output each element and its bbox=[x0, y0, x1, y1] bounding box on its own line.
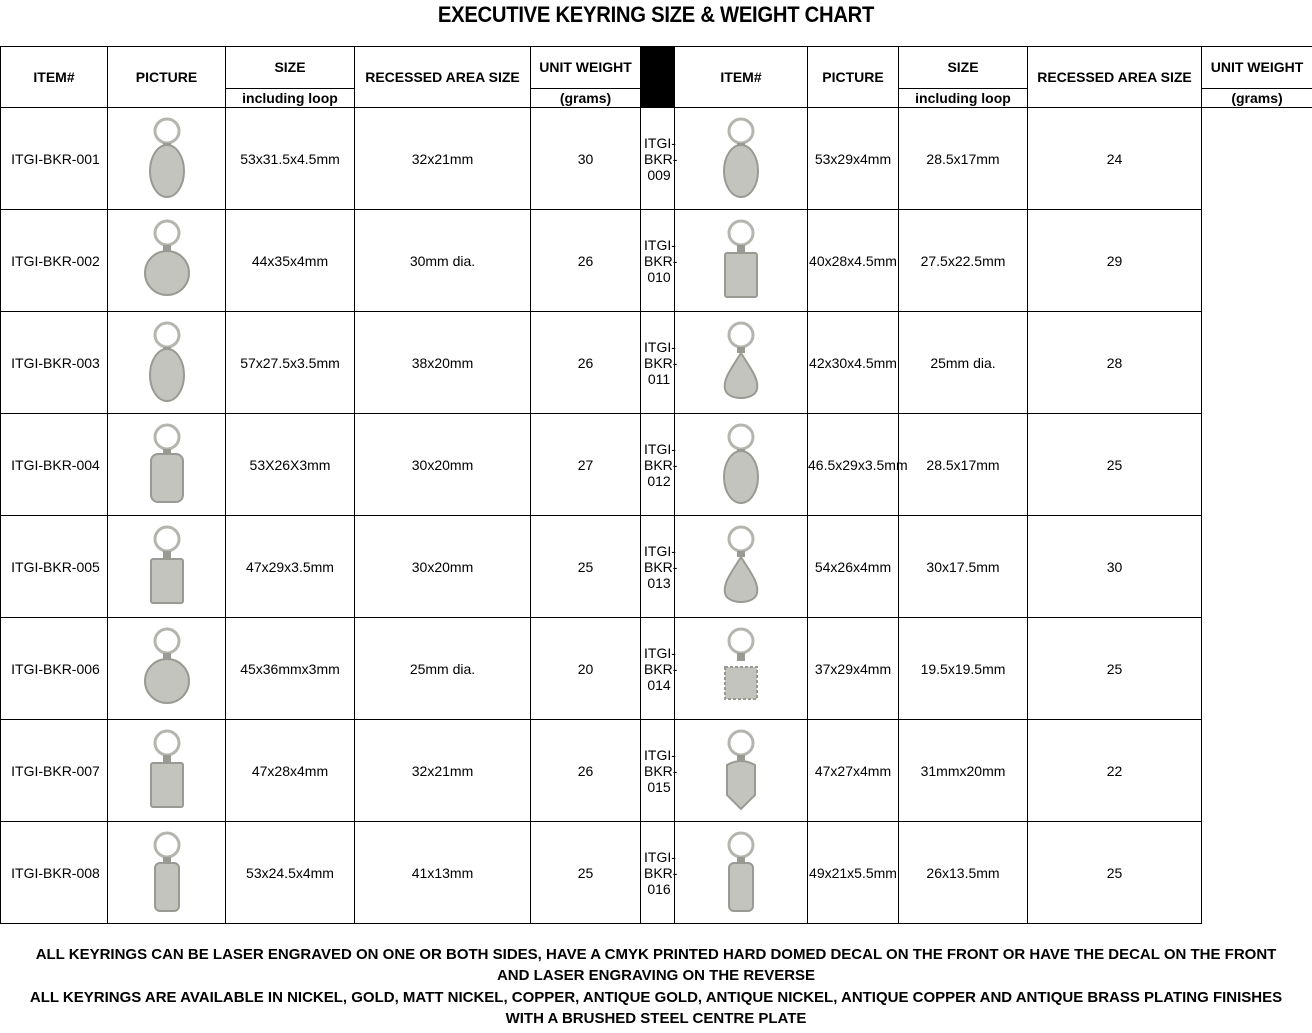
size-cell-right: 46.5x29x3.5mm bbox=[808, 414, 899, 516]
header-size-right: SIZE bbox=[899, 47, 1028, 89]
square-keyring-icon bbox=[711, 625, 771, 709]
header-weight: UNIT WEIGHT bbox=[531, 47, 641, 89]
picture-cell bbox=[108, 516, 226, 618]
page-title: EXECUTIVE KEYRING SIZE & WEIGHT CHART bbox=[437, 2, 875, 27]
weight-cell-right: 25 bbox=[1028, 618, 1202, 720]
round-keyring-icon bbox=[137, 217, 197, 301]
weight-cell: 20 bbox=[531, 618, 641, 720]
item-number-right: ITGI-BKR-015 bbox=[641, 720, 675, 822]
recessed-cell: 32x21mm bbox=[355, 108, 531, 210]
table-row bbox=[1, 822, 1312, 924]
recessed-cell: 32x21mm bbox=[355, 720, 531, 822]
item-number-right: ITGI-BKR-014 bbox=[641, 618, 675, 720]
weight-cell: 26 bbox=[531, 720, 641, 822]
shield-keyring-icon bbox=[711, 727, 771, 811]
curved-teardrop-keyring-icon bbox=[711, 523, 771, 607]
picture-cell bbox=[108, 210, 226, 312]
item-number: ITGI-BKR-008 bbox=[1, 822, 108, 924]
weight-cell: 25 bbox=[531, 822, 641, 924]
header-weight-sub: (grams) bbox=[531, 88, 641, 107]
rounded-rect-keyring-icon bbox=[137, 421, 197, 505]
item-number: ITGI-BKR-001 bbox=[1, 108, 108, 210]
size-cell-right: 47x27x4mm bbox=[808, 720, 899, 822]
weight-cell: 26 bbox=[531, 210, 641, 312]
header-item-right: ITEM# bbox=[675, 47, 808, 108]
picture-cell bbox=[108, 720, 226, 822]
oval-keyring-icon bbox=[711, 421, 771, 505]
size-cell: 47x29x3.5mm bbox=[226, 516, 355, 618]
rectangle-keyring-icon bbox=[711, 217, 771, 301]
weight-cell: 26 bbox=[531, 312, 641, 414]
item-number-right: ITGI-BKR-012 bbox=[641, 414, 675, 516]
item-number: ITGI-BKR-004 bbox=[1, 414, 108, 516]
size-cell-right: 42x30x4.5mm bbox=[808, 312, 899, 414]
recessed-cell: 30x20mm bbox=[355, 414, 531, 516]
header-weight-right: UNIT WEIGHT bbox=[1202, 47, 1312, 89]
picture-cell bbox=[108, 312, 226, 414]
bar-keyring-icon bbox=[711, 829, 771, 913]
header-size-sub: including loop bbox=[226, 88, 355, 107]
picture-cell-right bbox=[675, 516, 808, 618]
recessed-cell-right: 30x17.5mm bbox=[899, 516, 1028, 618]
size-cell-right: 53x29x4mm bbox=[808, 108, 899, 210]
item-number-right: ITGI-BKR-011 bbox=[641, 312, 675, 414]
ridged-oval-keyring-icon bbox=[711, 115, 771, 199]
header-picture: PICTURE bbox=[108, 47, 226, 108]
header-picture-right: PICTURE bbox=[808, 47, 899, 108]
table-row bbox=[1, 516, 1312, 618]
weight-cell-right: 29 bbox=[1028, 210, 1202, 312]
picture-cell-right bbox=[675, 108, 808, 210]
rectangle-keyring-icon bbox=[137, 727, 197, 811]
size-cell: 53x24.5x4mm bbox=[226, 822, 355, 924]
footer-engraving-note: ALL KEYRINGS CAN BE LASER ENGRAVED ON ONE OR BOTH SIDES, HAVE A CMYK PRINTED HARD DOMED DECAL ON THE FRONT OR HAVE THE DECAL ON THE FRONT AND LASER ENGRAVING ON THE REVERSE bbox=[35, 946, 1277, 984]
oval-keyring-icon bbox=[137, 115, 197, 199]
weight-cell-right: 30 bbox=[1028, 516, 1202, 618]
teardrop-oval-keyring-icon bbox=[137, 319, 197, 403]
weight-cell: 30 bbox=[531, 108, 641, 210]
table-row bbox=[1, 312, 1312, 414]
header-weight-sub-right: (grams) bbox=[1202, 88, 1312, 107]
picture-cell-right bbox=[675, 720, 808, 822]
size-cell-right: 37x29x4mm bbox=[808, 618, 899, 720]
size-cell: 53x31.5x4.5mm bbox=[226, 108, 355, 210]
weight-cell-right: 24 bbox=[1028, 108, 1202, 210]
item-number: ITGI-BKR-002 bbox=[1, 210, 108, 312]
size-cell-right: 40x28x4.5mm bbox=[808, 210, 899, 312]
recessed-cell-right: 26x13.5mm bbox=[899, 822, 1028, 924]
recessed-cell: 38x20mm bbox=[355, 312, 531, 414]
recessed-cell-right: 31mmx20mm bbox=[899, 720, 1028, 822]
item-number: ITGI-BKR-005 bbox=[1, 516, 108, 618]
picture-cell-right bbox=[675, 618, 808, 720]
keyring-chart-table bbox=[0, 46, 1312, 924]
header-item: ITEM# bbox=[1, 47, 108, 108]
header-recessed-right: RECESSED AREA SIZE bbox=[1028, 47, 1202, 108]
item-number-right: ITGI-BKR-013 bbox=[641, 516, 675, 618]
picture-cell-right bbox=[675, 414, 808, 516]
picture-cell bbox=[108, 618, 226, 720]
header-recessed: RECESSED AREA SIZE bbox=[355, 47, 531, 108]
item-number: ITGI-BKR-003 bbox=[1, 312, 108, 414]
size-cell-right: 49x21x5.5mm bbox=[808, 822, 899, 924]
size-cell: 47x28x4mm bbox=[226, 720, 355, 822]
weight-cell-right: 25 bbox=[1028, 414, 1202, 516]
item-number-right: ITGI-BKR-009 bbox=[641, 108, 675, 210]
weight-cell-right: 28 bbox=[1028, 312, 1202, 414]
weight-cell: 27 bbox=[531, 414, 641, 516]
size-cell: 44x35x4mm bbox=[226, 210, 355, 312]
item-number: ITGI-BKR-007 bbox=[1, 720, 108, 822]
round-keyring-icon bbox=[137, 625, 197, 709]
picture-cell-right bbox=[675, 210, 808, 312]
table-row bbox=[1, 618, 1312, 720]
item-number-right: ITGI-BKR-010 bbox=[641, 210, 675, 312]
recessed-cell: 30mm dia. bbox=[355, 210, 531, 312]
footer-notes bbox=[0, 944, 1312, 1030]
center-divider bbox=[641, 47, 675, 108]
header-size: SIZE bbox=[226, 47, 355, 89]
header-size-sub-right: including loop bbox=[899, 88, 1028, 107]
recessed-cell: 41x13mm bbox=[355, 822, 531, 924]
recessed-cell-right: 28.5x17mm bbox=[899, 414, 1028, 516]
picture-cell bbox=[108, 414, 226, 516]
picture-cell-right bbox=[675, 822, 808, 924]
rectangle-keyring-icon bbox=[137, 523, 197, 607]
weight-cell-right: 25 bbox=[1028, 822, 1202, 924]
teardrop-keyring-icon bbox=[711, 319, 771, 403]
picture-cell-right bbox=[675, 312, 808, 414]
size-cell-right: 54x26x4mm bbox=[808, 516, 899, 618]
picture-cell bbox=[108, 822, 226, 924]
recessed-cell-right: 25mm dia. bbox=[899, 312, 1028, 414]
recessed-cell: 30x20mm bbox=[355, 516, 531, 618]
item-number: ITGI-BKR-006 bbox=[1, 618, 108, 720]
recessed-cell-right: 27.5x22.5mm bbox=[899, 210, 1028, 312]
size-cell: 57x27.5x3.5mm bbox=[226, 312, 355, 414]
footer-plating-note: ALL KEYRINGS ARE AVAILABLE IN NICKEL, GOLD, MATT NICKEL, COPPER, ANTIQUE GOLD, ANTIQUE NICKEL, ANTIQUE COPPER AND ANTIQUE BRASS PLATING FINISHES WITH A BRUSHED STEEL CENTRE PLATE bbox=[29, 989, 1283, 1027]
barrel-keyring-icon bbox=[137, 829, 197, 913]
table-row bbox=[1, 108, 1312, 210]
recessed-cell-right: 19.5x19.5mm bbox=[899, 618, 1028, 720]
weight-cell-right: 22 bbox=[1028, 720, 1202, 822]
weight-cell: 25 bbox=[531, 516, 641, 618]
table-row bbox=[1, 414, 1312, 516]
size-cell: 45x36mmx3mm bbox=[226, 618, 355, 720]
recessed-cell-right: 28.5x17mm bbox=[899, 108, 1028, 210]
table-row bbox=[1, 720, 1312, 822]
recessed-cell: 25mm dia. bbox=[355, 618, 531, 720]
picture-cell bbox=[108, 108, 226, 210]
table-row bbox=[1, 210, 1312, 312]
item-number-right: ITGI-BKR-016 bbox=[641, 822, 675, 924]
size-cell: 53X26X3mm bbox=[226, 414, 355, 516]
